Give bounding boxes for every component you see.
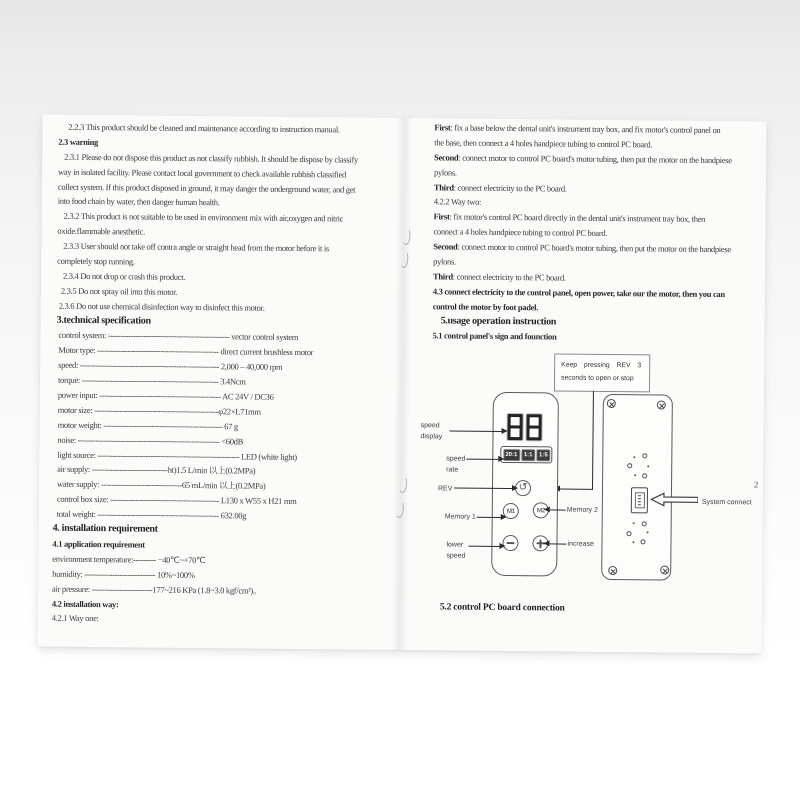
line-text: power input: ------------------------------------------------ AC 24V / DC36 (57, 389, 274, 402)
callout-arrow (560, 489, 593, 491)
label-arrow (549, 543, 566, 544)
line-text: motor weight: ----------------------------------------------- 67 g (57, 419, 238, 432)
page-left-text (52, 120, 409, 630)
line-text: 2.3.5 Do not spray oil into this motor. (60, 285, 178, 297)
line-text: 2.3 warning (58, 136, 99, 147)
system-connector (631, 487, 648, 513)
line-text: way in isolated facility. Please contact local government to check available rubbish classified (57, 166, 346, 180)
label-rev: REV (437, 485, 453, 493)
minus-icon (506, 542, 514, 544)
line-text: : connect motor to control PC board's motor tubing, then put the motor on the handpiese (457, 241, 731, 255)
line-text: connect a 4 holes handpiece tubing to control PC board. (433, 226, 608, 239)
line-text: motor size: -------------------------------------------------φ22×L71mm (57, 404, 261, 417)
label-system-connect: System connect (701, 498, 752, 507)
bold-prefix: First (433, 211, 450, 222)
solder-dot-icon (642, 521, 647, 526)
line-text: 4.2.1 Way one: (51, 613, 99, 624)
system-connect-arrow-icon (650, 492, 698, 506)
screw-icon (660, 565, 669, 574)
screw-icon (607, 399, 616, 408)
label-speed-display: speed display (420, 422, 443, 440)
line-text: light source: -------------------------------------------------------- LED (white light) (57, 449, 297, 462)
solder-dot-icon (640, 539, 645, 544)
screw-icon (657, 400, 666, 409)
seven-segment-digit-icon (526, 414, 541, 440)
line-text: pylons. (433, 256, 456, 267)
line-text: control box size: ------------------------------------------- L130 x W55 x H21 mm (56, 493, 297, 507)
line-text: 4.1 application requirement (52, 538, 145, 550)
manual-open-spread (37, 115, 766, 654)
line-text: 2.3.6 Do not use chemical disinfection way to disinfect this motor. (58, 300, 265, 313)
line-text: speed: ------------------------------------------------------- 2,000 – 40,000 rpm (58, 359, 283, 373)
speed-rate-indicator (500, 446, 553, 464)
screw-icon (608, 566, 617, 575)
line-text: pylons. (433, 166, 457, 178)
bold-prefix: Second (433, 241, 458, 252)
figure-caption: 5.2 control PC board connection (439, 602, 565, 614)
line-text: water supply: --------------------------------65 mL/min 以上(0.2MPa) (56, 479, 266, 492)
line-text: control system: ------------------------------------------------ vector control system (58, 330, 299, 343)
line-text: 2.2.3 This product should be cleaned and maintenance according to instruction manual. (68, 121, 340, 135)
line-text: : connect electricity to the PC board. (453, 182, 567, 194)
line-text: total weight: ------------------------------------------------ 632.00g (56, 508, 247, 521)
line-text: 5.1 control panel's sign and founction (432, 330, 557, 342)
label-memory1: Memory 1 (444, 513, 476, 521)
line-text: 4. installation requirement (52, 522, 158, 535)
line-text: oxide.flammable anesthetic. (57, 225, 145, 237)
line-text: 4.2 installation way: (51, 598, 119, 609)
bold-prefix: First (434, 122, 451, 133)
line-text: 2.3.1 Please do not dispose this product as not classify rubbish. It should be dispose by classify (64, 151, 359, 165)
label-speed-rate: speed rate (446, 455, 466, 474)
solder-dot-icon (642, 453, 647, 458)
line-text: 3.technical specification (56, 314, 151, 327)
label-memory2: Memory 2 (566, 506, 598, 514)
label-arrow (550, 509, 566, 510)
seven-segment-display-icon (507, 414, 541, 440)
callout-line: seconds to open or stop (561, 374, 634, 383)
bold-prefix: Third (433, 181, 454, 193)
line-text: completely stop running. (57, 255, 135, 267)
callout-line: Keep pressing REV 3 (561, 361, 642, 370)
label-arrow (454, 488, 512, 490)
connector-pins-icon (634, 492, 644, 509)
m1-label: M1 (506, 507, 515, 515)
solder-dot-icon (642, 473, 647, 478)
line-text: : connect electricity to the PC board. (452, 271, 566, 283)
text-line (52, 611, 404, 629)
bold-prefix: Second (434, 152, 459, 163)
bold-prefix: Third (432, 271, 453, 282)
label-increase: increase (567, 540, 594, 548)
line-text: the base, then connect a 4 holes handpiece tubing to control PC board. (434, 137, 653, 150)
line-text: collect system. If this product disposed in ground, it may danger the underground water, and get (57, 181, 356, 195)
solder-dot-icon (627, 531, 632, 536)
line-text: humidity: ---------------------------- 10%~100% (52, 568, 195, 580)
callout-connector-line (592, 391, 594, 490)
rev-callout-note (554, 353, 650, 392)
ratio-chip: 20:1 (503, 448, 520, 460)
label-lower-speed: lower speed (446, 541, 466, 560)
line-text: 2.3.4 Do not drop or crash this product. (62, 270, 186, 282)
line-text: : fix a base below the dental unit's instrument tray box, and fix motor's control panel on (450, 122, 721, 136)
line-text: noise: -------------------------------------------------------- <60dB (57, 434, 244, 447)
page-number: 2 (754, 479, 759, 490)
m2-label: M2 (536, 506, 545, 514)
line-text: 5.usage operation instruction (440, 314, 557, 328)
line-text: 4.3 connect electricity to the control panel, open power, take our the motor, then you can (432, 286, 725, 299)
line-text: air supply: ------------------------------ht)1.5 L/min 以上(0.2MPa) (57, 464, 256, 477)
line-text: 4.2.2 Way two: (433, 196, 482, 208)
line-text: air pressure: ------------------------177~216 KPa (1.8~3.0 kgf/cm²)。 (51, 583, 262, 596)
text-line (432, 329, 772, 347)
solder-dot-icon (627, 463, 632, 468)
line-text: torque: ------------------------------------------------------ 3.4Ncm (57, 374, 246, 387)
line-text: control the motor by foot padel. (432, 300, 539, 312)
line-text: 2.3.3 User should not take off contra angle or straight head from the motor before it is (63, 240, 330, 254)
label-arrow (477, 517, 501, 518)
line-text: into food chain by water, then danger human health. (57, 196, 220, 208)
line-text: : connect motor to control PC board's motor tubing, then put the motor on the handpiese (458, 152, 732, 165)
page-right-text (432, 120, 774, 347)
line-text: Motor type: ------------------------------------------------ direct current brushless motor (58, 345, 314, 358)
seven-segment-digit-icon (507, 414, 522, 440)
line-text: environment temperature:--------- −40℃~+70℃ (52, 553, 206, 565)
line-text: : fix motor's control PC board directly in the dental unit's instrument tray box, then (449, 211, 706, 225)
counterclockwise-arrow-icon: ↺ (518, 481, 528, 494)
ratio-chip: 1:1 (521, 449, 535, 461)
ratio-chip: 1:5 (536, 449, 550, 461)
line-text: 2.3.2 This product is not suitable to be used in environment mix with air,oxygen and nitric (63, 211, 344, 224)
